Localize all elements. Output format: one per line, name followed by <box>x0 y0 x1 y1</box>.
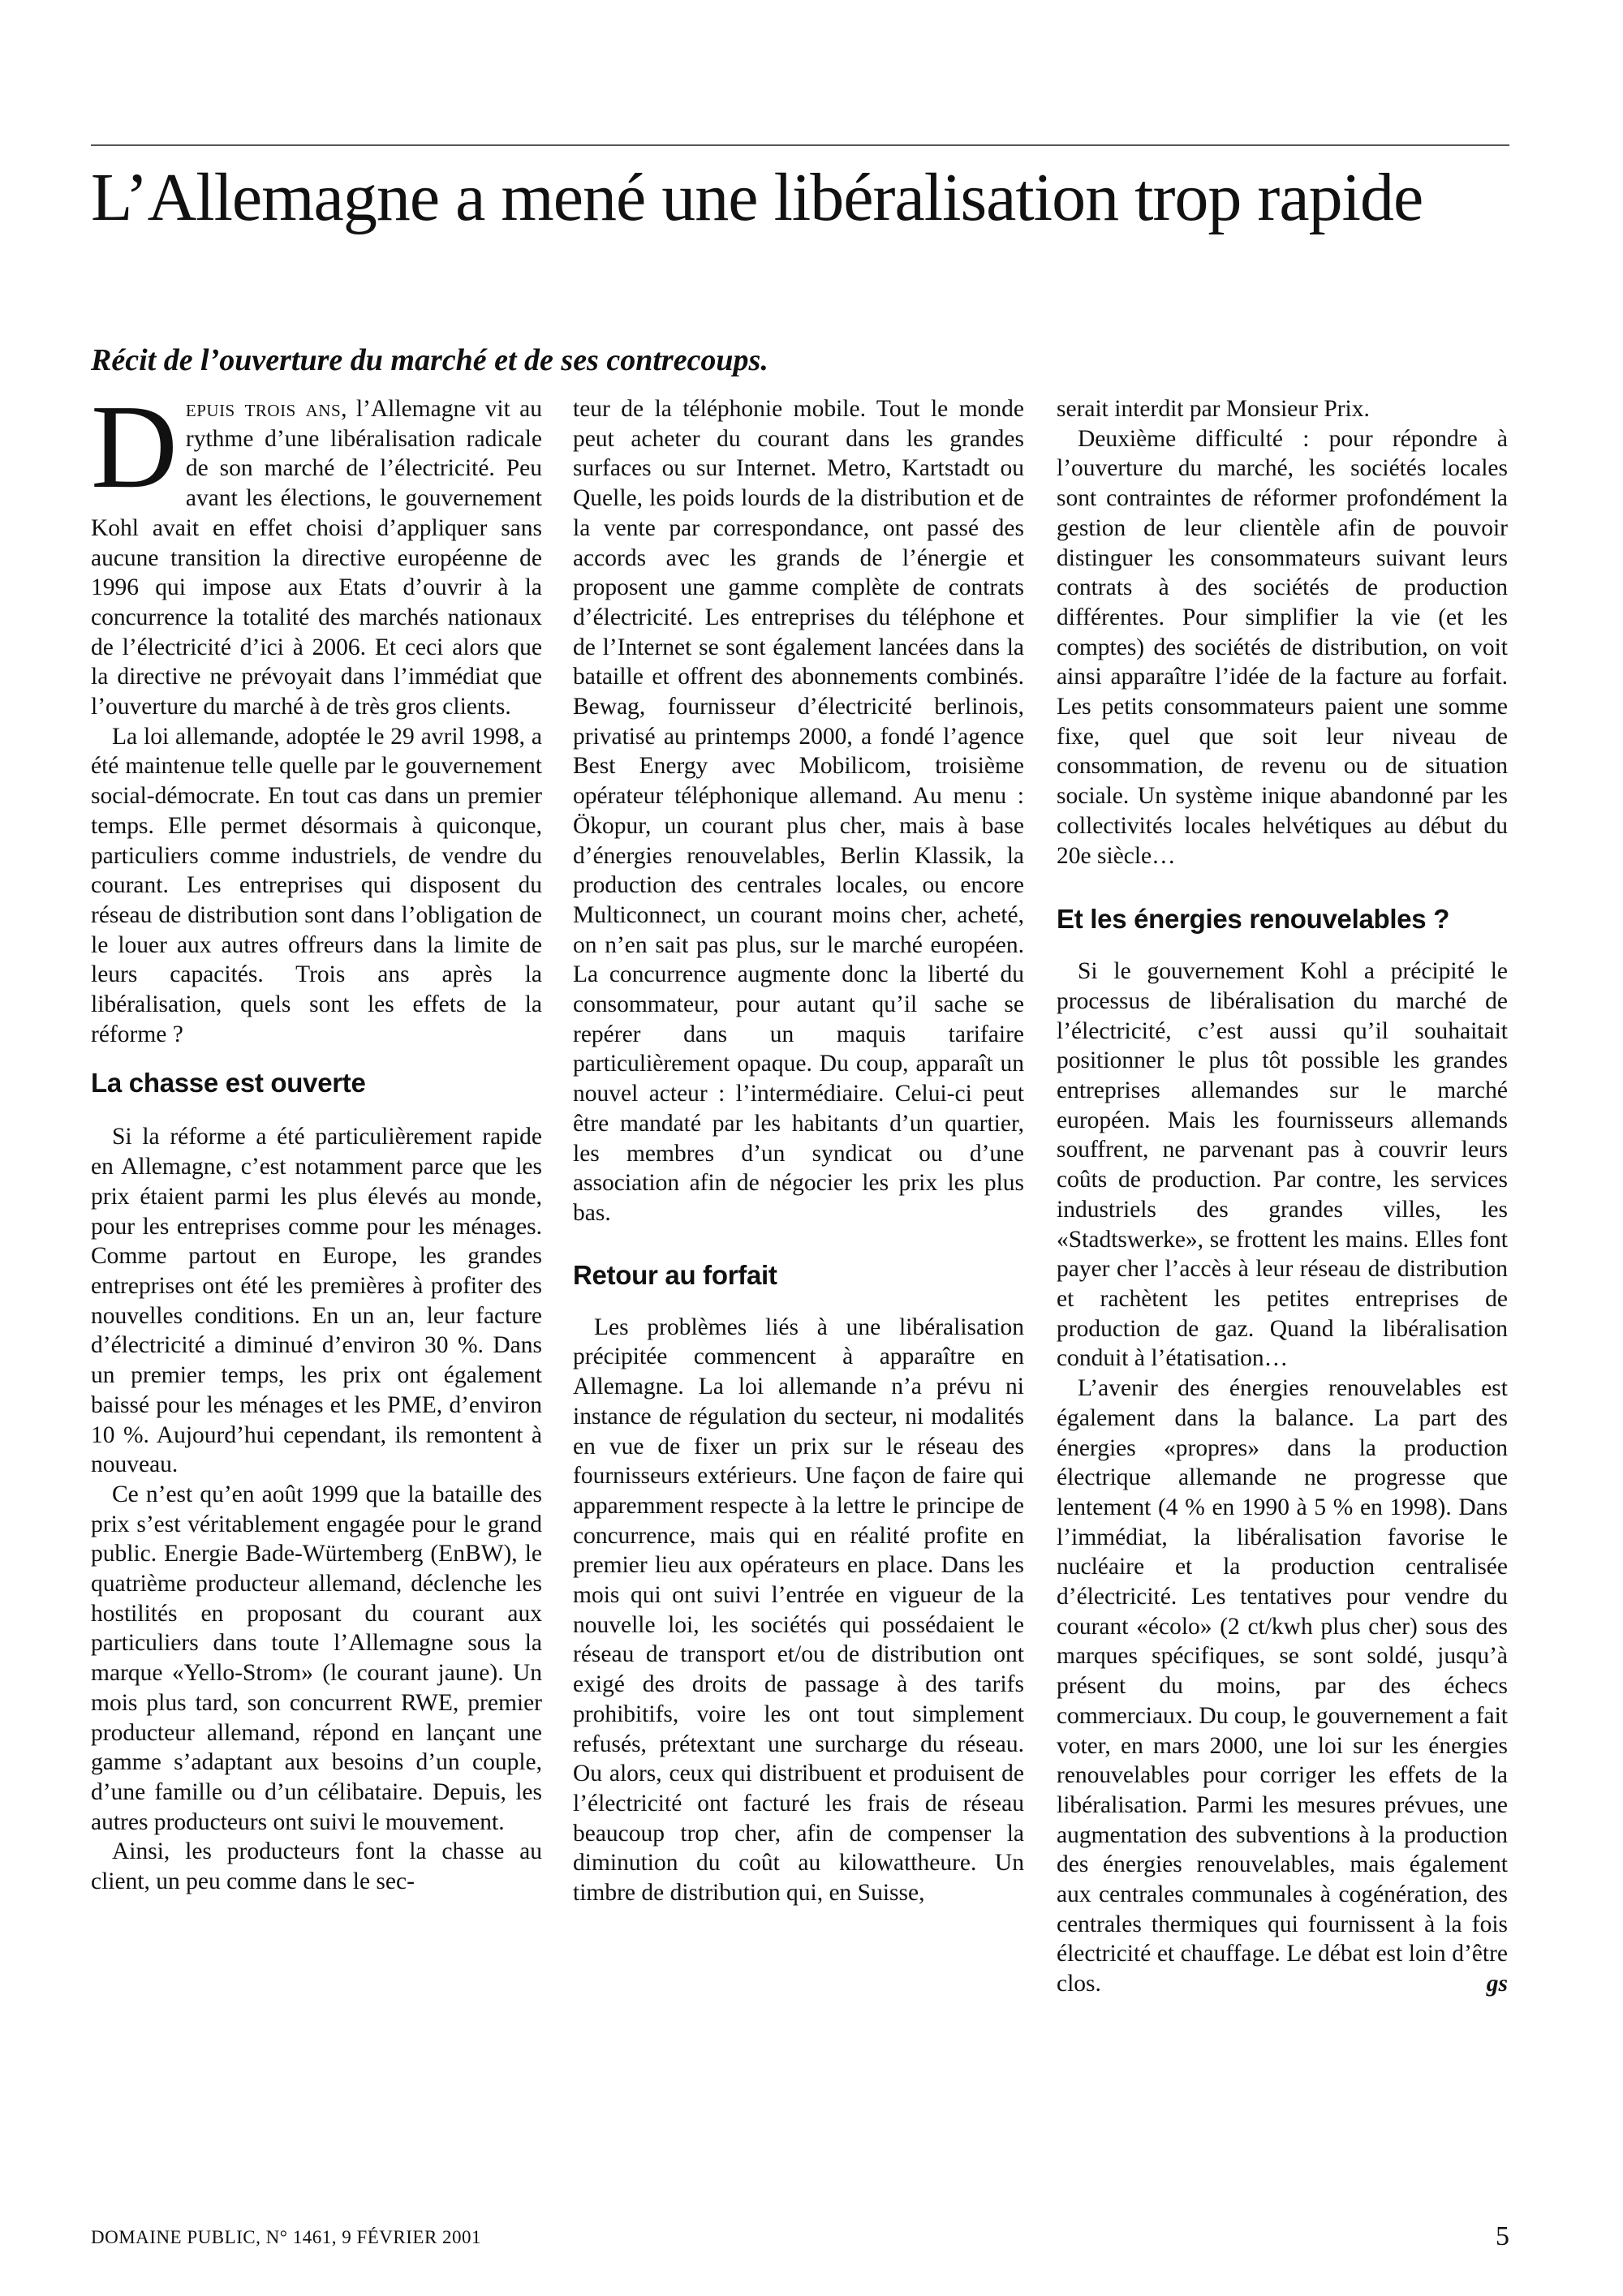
paragraph: Ce n’est qu’en août 1999 que la bataille des prix s’est véritablement engagée pour le grand public. Energie Bade-Würtemberg (EnBW), le quatrième producteur allemand, déclenche les hostilités en proposant du courant aux particuliers dans toute l’Allemagne sous la marque «Yello-Strom» (le courant jaune). Un mois plus tard, son concurrent RWE, premier producteur allemand, répond en lançant une gamme s’adaptant aux besoins d’un couple, d’une famille ou d’un célibataire. Depuis, les autres producteurs ont suivi le mouvement. <box>91 1481 542 1835</box>
column-1 <box>91 394 542 2179</box>
paragraph: Si la réforme a été particulièrement rapide en Allemagne, c’est notamment parce que les prix étaient parmi les plus élevés au monde, pour les entreprises comme pour les ménages. Comme partout en Europe, les grandes entreprises ont été les premières à profiter des nouvelles conditions. En un an, leur facture d’électricité a diminué d’environ 30 %. Dans un premier temps, les prix ont également baissé pour les ménages et les PME, d’environ 10 %. Aujourd’hui cependant, ils remontent à nouveau. <box>91 1124 542 1478</box>
dropcap: D <box>91 394 178 514</box>
paragraph: Deuxième difficulté : pour répondre à l’ouverture du marché, les sociétés locales sont contraintes de réformer profondément la gestion de leur clientèle afin de pouvoir distinguer les consommateurs suivant leurs contrats à des sociétés de production différentes. Pour simplifier la vie (et les comptes) des sociétés de distribution, on voit ainsi apparaître l’idée de la facture au forfait. Les petits consommateurs paient une somme fixe, quel que soit leur niveau de consommation, de revenu ou de situation sociale. Un système inique abandonné par les collectivités locales helvétiques au début du 20e siècle… <box>1057 425 1508 869</box>
author-signature: gs <box>1486 1971 1508 1997</box>
section-heading: Et les énergies renouvelables ? <box>1057 904 1450 935</box>
page-number: 5 <box>1496 2221 1509 2251</box>
paragraph: Ainsi, les producteurs font la chasse au client, un peu comme dans le sec- <box>91 1838 542 1895</box>
paragraph-text: L’avenir des énergies renouvelables est également dans la balance. La part des énergies «propres» dans la production électrique allemande ne progresse que lentement (4 % en 1990 à 5 % en 1998). Dans l’immédiat, la libéralisation favorise le nucléaire et la production centralisée d’électricité. Les tentatives pour vendre du courant «écolo» (2 ct/kwh plus cher) sous des marques spécifiques, se sont soldé, jusqu’à présent du moins, par des échecs commerciaux. Du coup, le gouvernement a fait voter, en mars 2000, une loi sur les énergies renouvelables pour corriger les effets de la libéralisation. Parmi les mesures prévues, une augmentation des subventions à la production des énergies renouvelables, mais également aux centrales communales à cogénération, des centrales thermiques qui fournissent à la fois électricité et chauffage. Le débat est loin d’être clos. <box>1057 1375 1508 1997</box>
section-heading: La chasse est ouverte <box>91 1068 366 1099</box>
article-title: L’Allemagne a mené une libéralisation trop rapide <box>91 160 1423 235</box>
paragraph <box>91 394 542 722</box>
paragraph: teur de la téléphonie mobile. Tout le monde peut acheter du courant dans les grandes surfaces ou sur Internet. Metro, Kartstadt ou Quelle, les poids lourds de la distribution et de la vente par correspondance, ont passé des accords avec les grands de l’énergie et proposent une gamme complète de contrats d’électricité. Les entreprises du téléphone et de l’Internet se sont également lancées dans la bataille et offrent des abonnements combinés. Bewag, fournisseur d’électricité berlinois, privatisé au printemps 2000, a fondé l’agence Best Energy avec Mobilicom, troisième opérateur téléphonique allemand. Au menu : Ökopur, un courant plus cher, mais à base d’énergies renouvelables, Berlin Klassik, la production des centrales locales, ou encore Multiconnect, un courant moins cher, acheté, on n’en sait pas plus, sur le marché européen. La concurrence augmente donc la liberté du consommateur, pour autant qu’il sache se repérer dans un maquis tarifaire particulièrement opaque. Du coup, apparaît un nouvel acteur : l’intermédiaire. Celui-ci peut être mandaté par les habitants d’un quartier, les membres d’un syndicat ou d’une association afin de négocier les prix les plus bas. <box>573 396 1024 1226</box>
section-heading: Retour au forfait <box>573 1259 777 1290</box>
paragraph: Si le gouvernement Kohl a précipité le processus de libéralisation du marché de l’électricité, c’est aussi qu’il souhaitait positionner le plus tôt possible les grandes entreprises allemandes sur le marché européen. Mais les fournisseurs allemands souffrent, ne parvenant pas à couvrir leurs coûts de production. Par contre, les services industriels des grandes villes, les «Stadtswerke», se frottent les mains. Elles font payer cher l’accès à leur réseau de distribution et rachètent les petites entreprises de production de gaz. Quand la libéralisation conduit à l’étatisation… <box>1057 958 1508 1372</box>
paragraph-text: , l’Allemagne vit au rythme d’une libéralisation radicale de son marché de l’électricité. Peu avant les élections, le gouvernement Kohl avait en effet choisi d’appliquer sans aucune transition la directive européenne de 1996 qui impose aux Etats d’ouvrir à la concurrence la totalité des marchés nationaux de l’électricité d’ici à 2006. Et ceci alors que la directive ne prévoyait dans l’immédiat que l’ouverture du marché à de très gros clients. <box>91 396 542 720</box>
publication-footer: DOMAINE PUBLIC, N° 1461, 9 FÉVRIER 2001 <box>91 2227 482 2247</box>
column-3 <box>1057 394 1508 2179</box>
article-subtitle: Récit de l’ouverture du marché et de ses contrecoups. <box>91 343 768 377</box>
paragraph: Les problèmes liés à une libéralisation précipitée commencent à apparaître en Allemagne. La loi allemande n’a prévu ni instance de régulation du secteur, ni modalités en vue de fixer un prix sur le réseau des fournisseurs extérieurs. Une façon de faire qui apparemment respecte à la lettre le principe de concurrence, mais qui en réalité profite en premier lieu aux opérateurs en place. Dans les mois qui ont suivi l’entrée en vigueur de la nouvelle loi, les sociétés qui possédaient le réseau de transport et/ou de distribution ont exigé des droits de passage à des tarifs prohibitifs, voire les ont tout simplement refusés, prétextant une surcharge du réseau. Ou alors, ceux qui distribuent et produisent de l’électricité ont facturé les frais de réseau beaucoup trop cher, afin de compenser la diminution du coût au kilowattheure. Un timbre de distribution qui, en Suisse, <box>573 1314 1024 1907</box>
top-rule <box>91 144 1509 146</box>
paragraph: serait interdit par Monsieur Prix. <box>1057 396 1370 422</box>
lead-smallcaps: epuis trois ans <box>185 396 342 422</box>
column-2 <box>573 394 1024 2179</box>
paragraph: La loi allemande, adoptée le 29 avril 1998, a été maintenue telle quelle par le gouvernement social-démocrate. En tout cas dans un premier temps. Elle permet désormais à quiconque, particuliers comme industriels, de vendre du courant. Les entreprises qui disposent du réseau de distribution sont dans l’obligation de le louer aux autres offreurs dans la limite de leurs capacités. Trois ans après la libéralisation, quels sont les effets de la réforme ? <box>91 723 542 1047</box>
paragraph <box>1057 1374 1508 1999</box>
